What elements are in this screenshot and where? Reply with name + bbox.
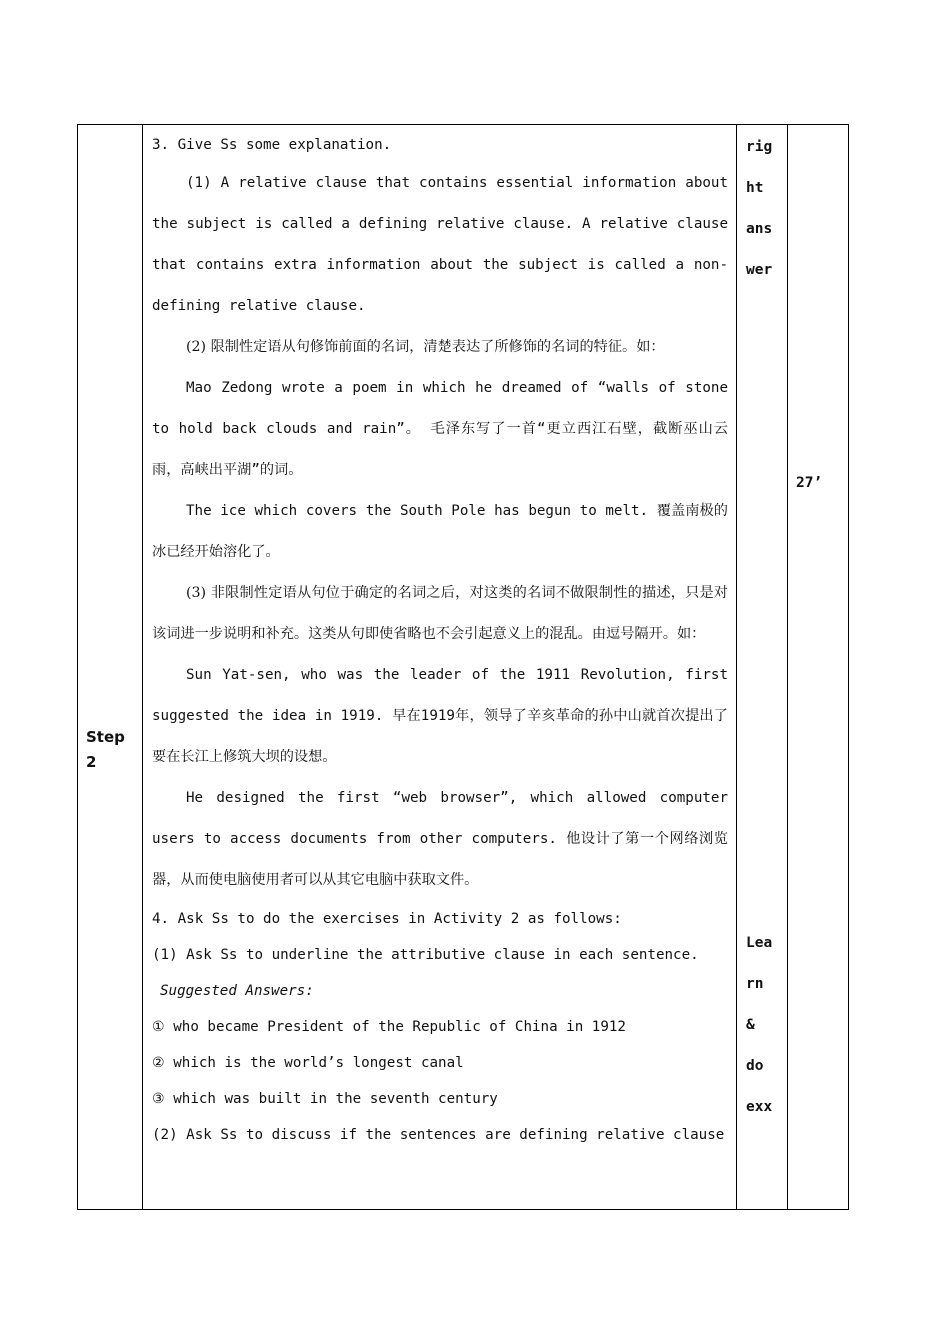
task-2: (2) Ask Ss to discuss if the sentences are defining relative clause [152, 1127, 725, 1143]
example-south-pole: The ice which covers the South Pole has begun to melt. 覆盖南极的冰已经开始溶化了。 [152, 503, 728, 560]
column-divider [736, 125, 737, 1209]
heading-4: 4. Ask Ss to do the exercises in Activity 2 as follows: [152, 911, 622, 927]
note-top-line: ans [746, 221, 773, 237]
answer-3: ③ which was built in the seventh century [152, 1091, 498, 1107]
answer-1: ① who became President of the Republic of China in 1912 [152, 1019, 626, 1035]
note-bottom-line: rn [746, 976, 764, 992]
note-top-line: rig [746, 139, 773, 155]
note-bottom-line: & [746, 1017, 755, 1033]
note-top-line: wer [746, 262, 773, 278]
paragraph-defining-cn: (2) 限制性定语从句修饰前面的名词，清楚表达了所修饰的名词的特征。如： [186, 339, 665, 355]
example-sun-yat-sen: Sun Yat-sen, who was the leader of the 1911 Revolution, first suggested the idea in 1919. 早在1919年，领导了辛亥革命的孙中山就首次提出了要在长江上修筑大坝的设想。 [152, 667, 728, 765]
task-1: (1) Ask Ss to underline the attributive clause in each sentence. [152, 947, 699, 963]
time-allocation: 27’ [796, 475, 823, 491]
paragraph-nondefining-cn: (3) 非限制性定语从句位于确定的名词之后，对这类的名词不做限制性的描述，只是对该词进一步说明和补充。这类从句即使省略也不会引起意义上的混乱。由逗号隔开。如： [152, 585, 728, 642]
step-label: Step 2 [86, 728, 125, 771]
procedure-content [152, 127, 728, 1153]
answer-2: ② which is the world’s longest canal [152, 1055, 464, 1071]
lesson-table [77, 124, 849, 1210]
column-divider [142, 125, 143, 1209]
suggested-answers-label: Suggested Answers: [160, 983, 314, 999]
note-bottom-line: Lea [746, 935, 773, 951]
note-column [746, 127, 786, 1128]
example-mao-zedong: Mao Zedong wrote a poem in which he dreamed of “walls of stone to hold back clouds and rain”。 毛泽东写了一首“更立西江石壁，截断巫山云雨，高峡出平湖”的词。 [152, 380, 728, 478]
example-web-browser: He designed the first “web browser”, which allowed computer users to access documents from other computers. 他设计了第一个网络浏览器，从而使电脑使用者可以从其它电脑中获取文件。 [152, 790, 728, 888]
note-bottom-line: do [746, 1058, 764, 1074]
column-divider [787, 125, 788, 1209]
paragraph-defining-explanation: (1) A relative clause that contains essential information about the subject is called a defining relative clause. A relative clause that contains extra information about the subject is called a non-defining relative clause. [152, 175, 728, 314]
heading-3: 3. Give Ss some explanation. [152, 137, 392, 153]
note-bottom-line: exx [746, 1099, 773, 1115]
note-top-line: ht [746, 180, 764, 196]
